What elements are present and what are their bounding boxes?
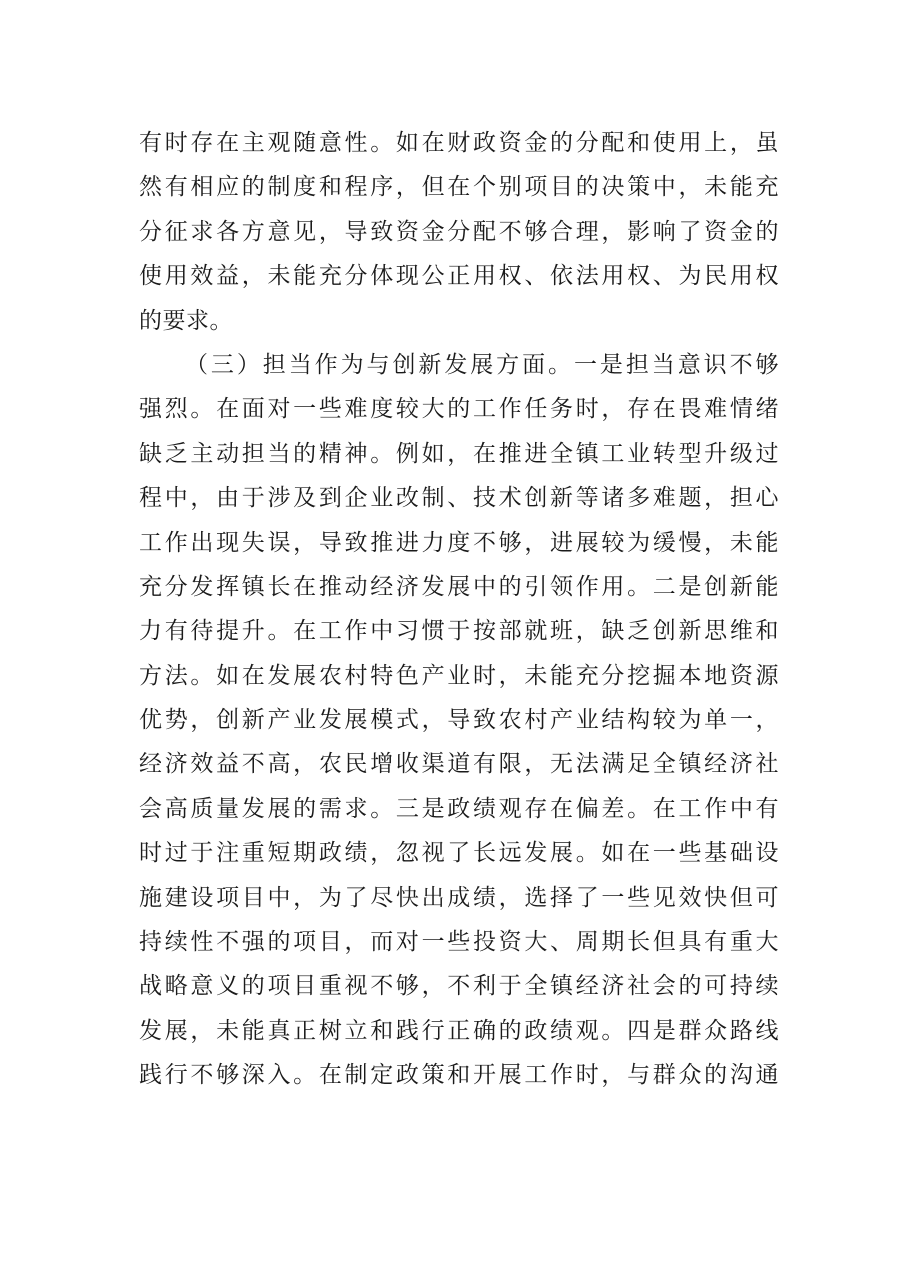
text-line: 工作出现失误，导致推进力度不够，进展较为缓慢，未能 <box>139 529 779 556</box>
text-line: 践行不够深入。在制定政策和开展工作时，与群众的沟通 <box>139 1062 779 1089</box>
text-line: 持续性不强的项目，而对一些投资大、周期长但具有重大 <box>139 929 779 956</box>
text-line: 分征求各方意见，导致资金分配不够合理，影响了资金的 <box>139 218 779 245</box>
text-line: 有时存在主观随意性。如在财政资金的分配和使用上，虽 <box>139 130 779 156</box>
text-line: 经济效益不高，农民增收渠道有限，无法满足全镇经济社 <box>139 751 779 778</box>
text-line: 优势，创新产业发展模式，导致农村产业结构较为单一， <box>139 707 779 734</box>
text-line: 力有待提升。在工作中习惯于按部就班，缺乏创新思维和 <box>139 618 779 645</box>
text-line: 战略意义的项目重视不够，不利于全镇经济社会的可持续 <box>139 973 779 1000</box>
text-line: 强烈。在面对一些难度较大的工作任务时，存在畏难情绪 <box>139 396 779 423</box>
text-line: 施建设项目中，为了尽快出成绩，选择了一些见效快但可 <box>139 884 779 911</box>
text-line: 发展，未能真正树立和践行正确的政绩观。四是群众路线 <box>139 1017 779 1044</box>
text-line: 程中，由于涉及到企业改制、技术创新等诸多难题，担心 <box>139 485 779 512</box>
text-line: 缺乏主动担当的精神。例如，在推进全镇工业转型升级过 <box>139 440 779 467</box>
text-line: 的要求。 <box>139 307 233 334</box>
text-line: 使用效益，未能充分体现公正用权、依法用权、为民用权 <box>139 263 779 290</box>
text-line: 充分发挥镇长在推动经济发展中的引领作用。二是创新能 <box>139 573 779 600</box>
text-line: 会高质量发展的需求。三是政绩观存在偏差。在工作中有 <box>139 795 779 822</box>
section-heading-line: （三）担当作为与创新发展方面。一是担当意识不够 <box>185 351 779 378</box>
text-line: 然有相应的制度和程序，但在个别项目的决策中，未能充 <box>139 174 779 201</box>
text-line: 时过于注重短期政绩，忽视了长远发展。如在一些基础设 <box>139 840 779 867</box>
document-body <box>139 121 779 1098</box>
text-line: 方法。如在发展农村特色产业时，未能充分挖掘本地资源 <box>139 662 779 689</box>
